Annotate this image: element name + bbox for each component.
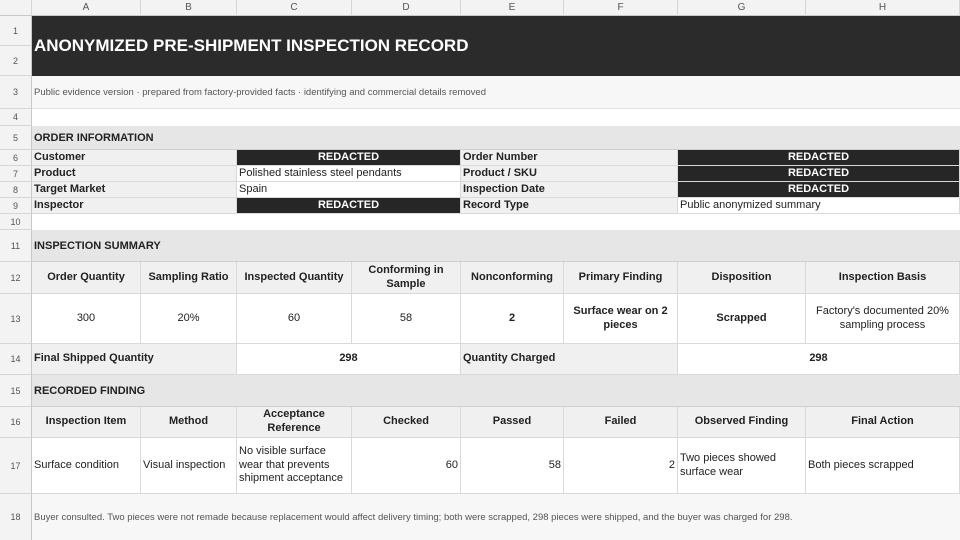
summary-disposition[interactable]: Scrapped [678, 294, 806, 344]
row-header-4[interactable]: 4 [0, 109, 32, 126]
row-header-13[interactable]: 13 [0, 294, 32, 344]
inspector-label[interactable]: Inspector [32, 198, 237, 214]
summary-nonconforming[interactable]: 2 [461, 294, 564, 344]
sku-label[interactable]: Product / SKU [461, 166, 678, 182]
finding-header-observed-finding[interactable]: Observed Finding [678, 407, 806, 438]
quantity-charged-value[interactable]: 298 [678, 344, 960, 375]
finding-final-action[interactable]: Both pieces scrapped [806, 438, 960, 494]
finding-header-failed[interactable]: Failed [564, 407, 678, 438]
summary-inspection-basis[interactable]: Factory's documented 20% sampling process [806, 294, 960, 344]
summary-header-primary-finding[interactable]: Primary Finding [564, 262, 678, 294]
column-header-b[interactable]: B [141, 0, 237, 16]
target-market-label[interactable]: Target Market [32, 182, 237, 198]
summary-header-inspection-basis[interactable]: Inspection Basis [806, 262, 960, 294]
column-header-c[interactable]: C [237, 0, 352, 16]
summary-header-inspected-quantity[interactable]: Inspected Quantity [237, 262, 352, 294]
buyer-note[interactable]: Buyer consulted. Two pieces were not remade because replacement would affect delivery timing; both were scrapped, 298 pieces were shipped, and the buyer was charged for 298. [32, 494, 960, 540]
row-header-11[interactable]: 11 [0, 230, 32, 262]
customer-label[interactable]: Customer [32, 150, 237, 166]
summary-primary-finding[interactable]: Surface wear on 2 pieces [564, 294, 678, 344]
inspection-date-value[interactable]: REDACTED [678, 182, 960, 198]
column-header-d[interactable]: D [352, 0, 461, 16]
select-all-corner[interactable] [0, 0, 32, 16]
record-type-label[interactable]: Record Type [461, 198, 678, 214]
order-number-value[interactable]: REDACTED [678, 150, 960, 166]
section-order-information[interactable]: ORDER INFORMATION [32, 126, 960, 150]
page-subtitle[interactable]: Public evidence version · prepared from factory-provided facts · identifying and commercial details removed [32, 76, 960, 109]
row-header-9[interactable]: 9 [0, 198, 32, 214]
sku-value[interactable]: REDACTED [678, 166, 960, 182]
row-header-7[interactable]: 7 [0, 166, 32, 182]
finding-acceptance-reference[interactable]: No visible surface wear that prevents shipment acceptance [237, 438, 352, 494]
summary-header-sampling-ratio[interactable]: Sampling Ratio [141, 262, 237, 294]
customer-value[interactable]: REDACTED [237, 150, 461, 166]
record-type-value[interactable]: Public anonymized summary [678, 198, 960, 214]
column-header-a[interactable]: A [32, 0, 141, 16]
summary-header-disposition[interactable]: Disposition [678, 262, 806, 294]
quantity-charged-label[interactable]: Quantity Charged [461, 344, 678, 375]
summary-sampling-ratio[interactable]: 20% [141, 294, 237, 344]
finding-passed[interactable]: 58 [461, 438, 564, 494]
inspection-date-label[interactable]: Inspection Date [461, 182, 678, 198]
product-value[interactable]: Polished stainless steel pendants [237, 166, 461, 182]
final-shipped-quantity-label[interactable]: Final Shipped Quantity [32, 344, 237, 375]
finding-checked[interactable]: 60 [352, 438, 461, 494]
finding-failed[interactable]: 2 [564, 438, 678, 494]
summary-order-quantity[interactable]: 300 [32, 294, 141, 344]
summary-inspected-quantity[interactable]: 60 [237, 294, 352, 344]
row-header-17[interactable]: 17 [0, 438, 32, 494]
column-header-h[interactable]: H [806, 0, 960, 16]
row-header-12[interactable]: 12 [0, 262, 32, 294]
summary-header-nonconforming[interactable]: Nonconforming [461, 262, 564, 294]
row-header-14[interactable]: 14 [0, 344, 32, 375]
row-header-5[interactable]: 5 [0, 126, 32, 150]
row-header-10[interactable]: 10 [0, 214, 32, 230]
finding-header-final-action[interactable]: Final Action [806, 407, 960, 438]
section-inspection-summary[interactable]: INSPECTION SUMMARY [32, 230, 960, 262]
inspector-value[interactable]: REDACTED [237, 198, 461, 214]
column-header-f[interactable]: F [564, 0, 678, 16]
row-header-15[interactable]: 15 [0, 375, 32, 407]
finding-header-inspection-item[interactable]: Inspection Item [32, 407, 141, 438]
order-number-label[interactable]: Order Number [461, 150, 678, 166]
row-header-2[interactable]: 2 [0, 46, 32, 76]
finding-inspection-item[interactable]: Surface condition [32, 438, 141, 494]
row-header-6[interactable]: 6 [0, 150, 32, 166]
finding-header-method[interactable]: Method [141, 407, 237, 438]
product-label[interactable]: Product [32, 166, 237, 182]
summary-header-order-quantity[interactable]: Order Quantity [32, 262, 141, 294]
finding-header-checked[interactable]: Checked [352, 407, 461, 438]
finding-method[interactable]: Visual inspection [141, 438, 237, 494]
target-market-value[interactable]: Spain [237, 182, 461, 198]
row-header-1[interactable]: 1 [0, 16, 32, 46]
row-header-18[interactable]: 18 [0, 494, 32, 540]
column-header-e[interactable]: E [461, 0, 564, 16]
page-title[interactable]: ANONYMIZED PRE-SHIPMENT INSPECTION RECORD [32, 16, 960, 76]
row-header-8[interactable]: 8 [0, 182, 32, 198]
section-recorded-finding[interactable]: RECORDED FINDING [32, 375, 960, 407]
row-header-3[interactable]: 3 [0, 76, 32, 109]
finding-observed-finding[interactable]: Two pieces showed surface wear [678, 438, 806, 494]
finding-header-acceptance-reference[interactable]: Acceptance Reference [237, 407, 352, 438]
finding-header-passed[interactable]: Passed [461, 407, 564, 438]
row-header-16[interactable]: 16 [0, 407, 32, 438]
summary-header-conforming[interactable]: Conforming in Sample [352, 262, 461, 294]
column-header-g[interactable]: G [678, 0, 806, 16]
final-shipped-quantity-value[interactable]: 298 [237, 344, 461, 375]
summary-conforming[interactable]: 58 [352, 294, 461, 344]
